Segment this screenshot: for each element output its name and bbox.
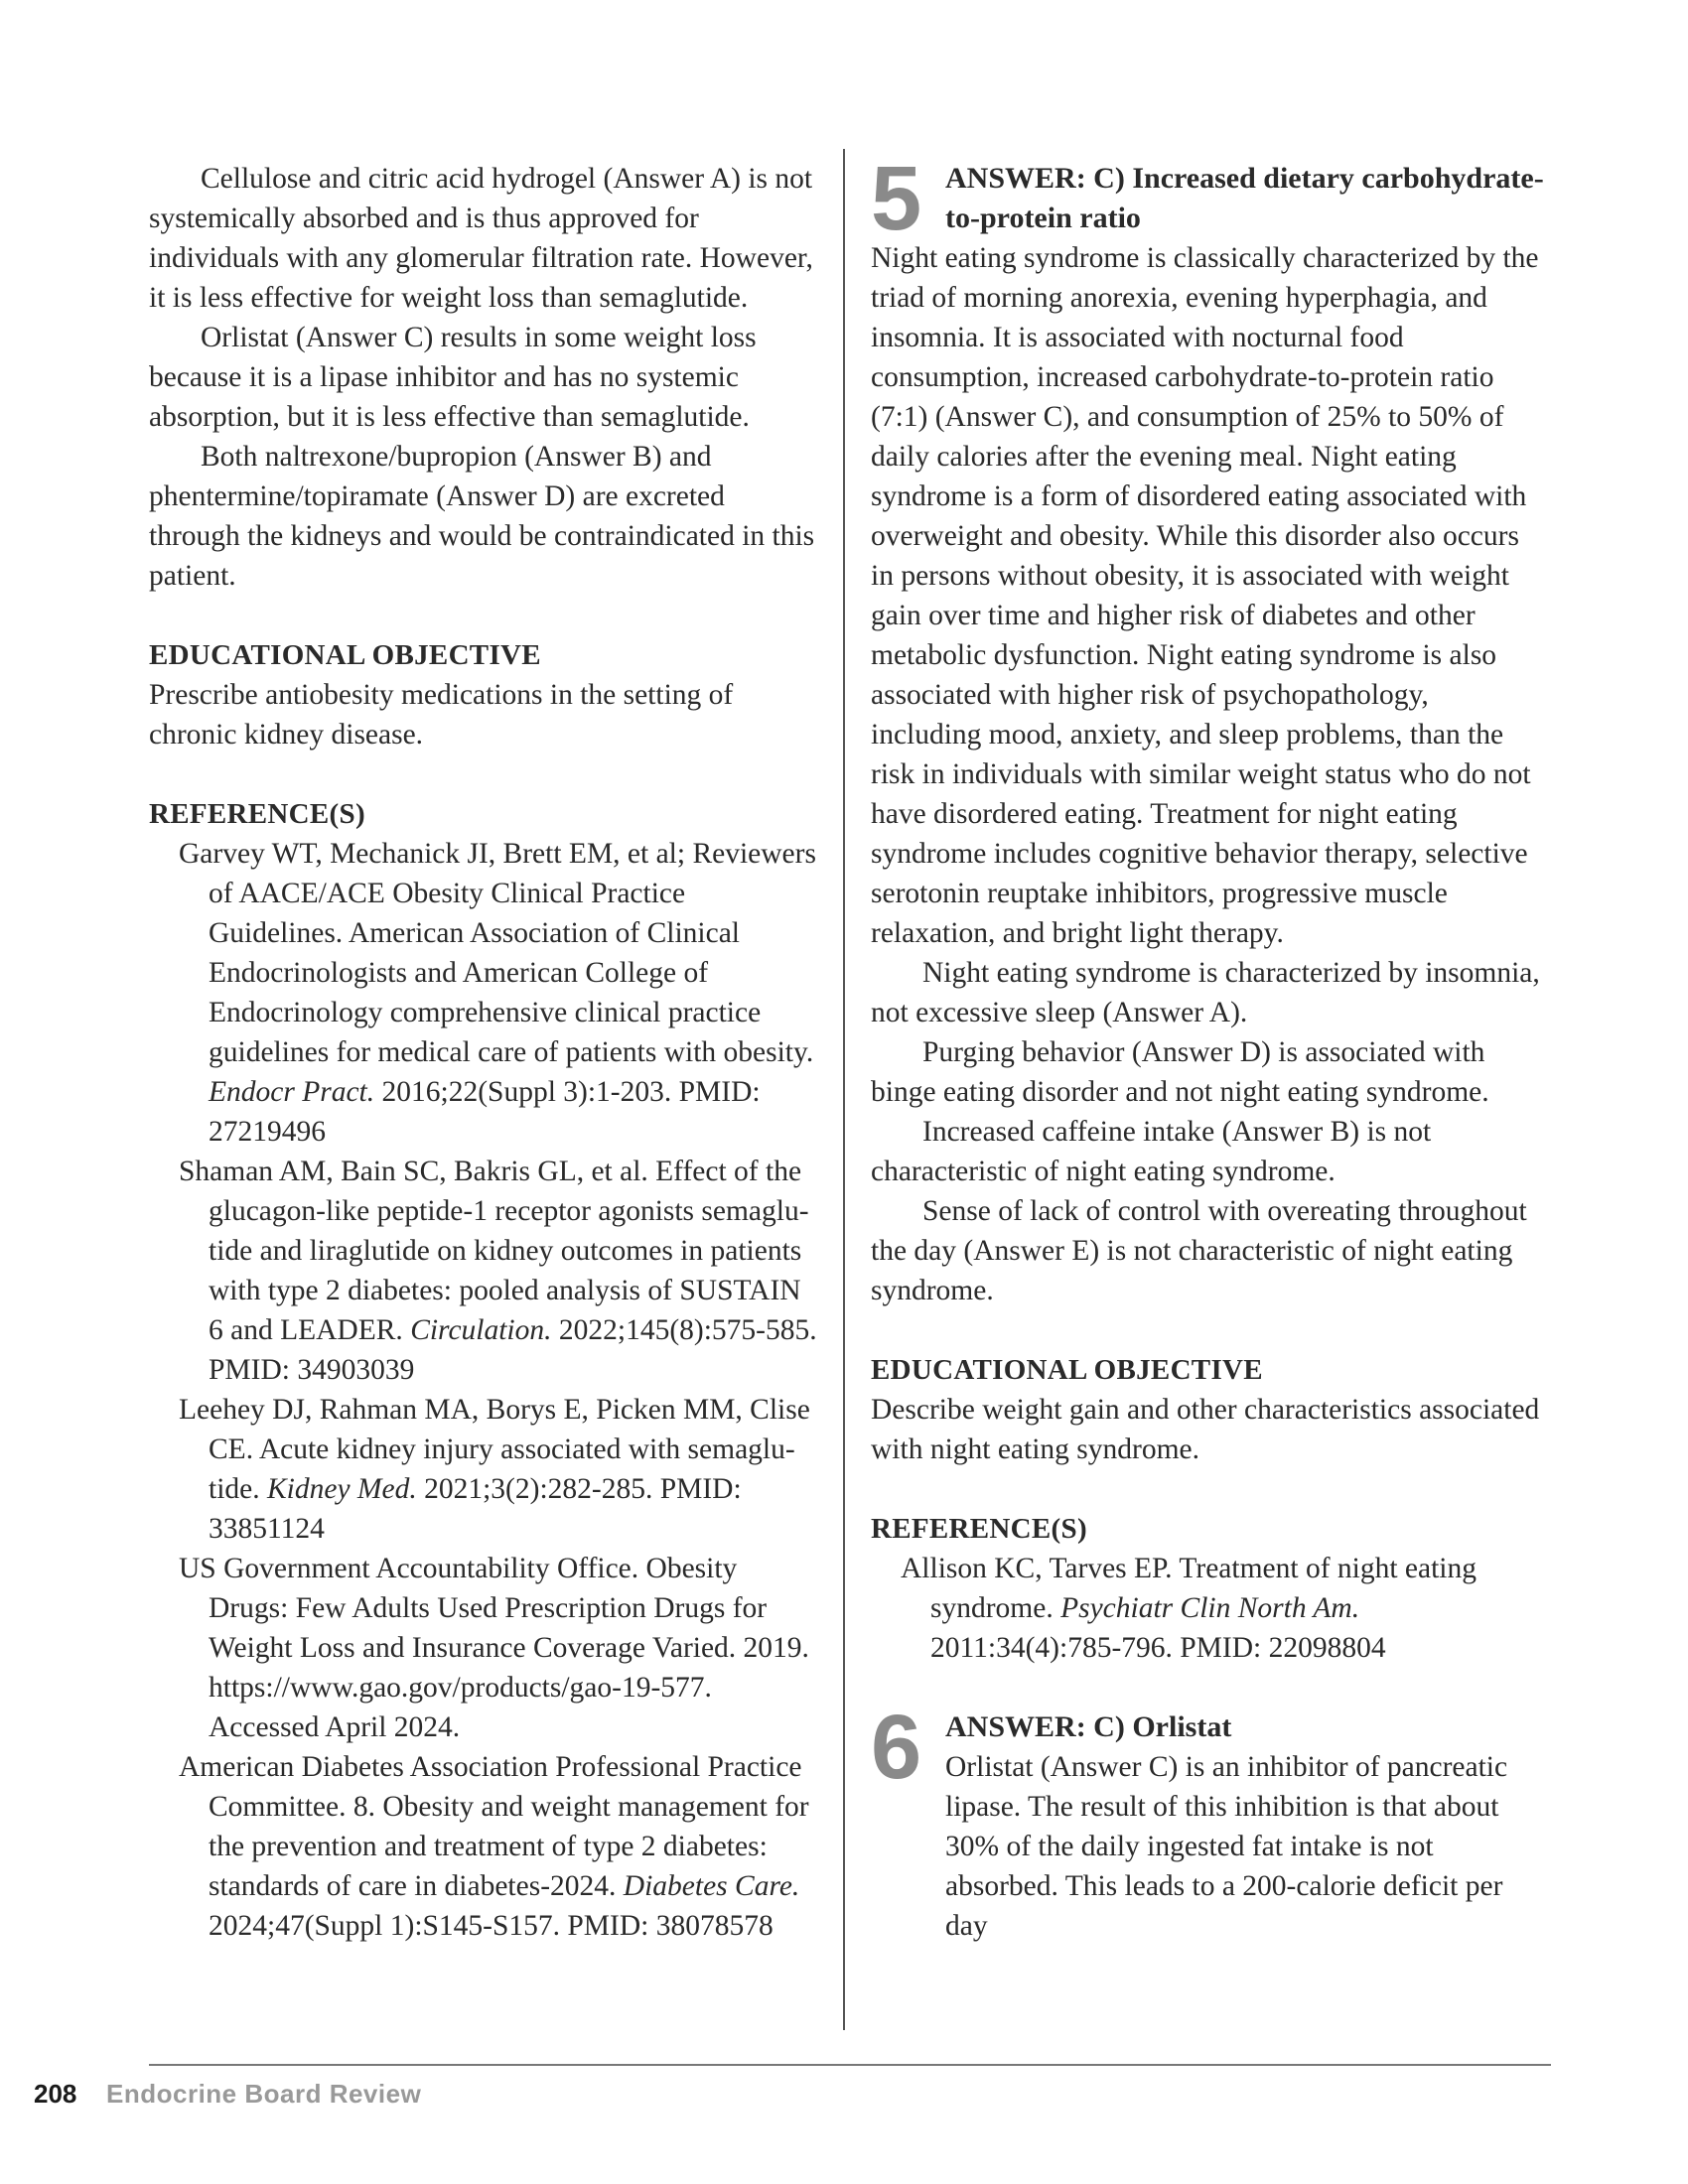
reference-item: Leehey DJ, Rahman MA, Borys E, Picken MM, Clise CE. Acute kidney injury associated with semaglutide. Kidney Med. 2021;3(2):282-285. PMID: 33851124 [179,1394,810,1545]
section-heading-references: REFERENCE(S) [149,798,365,830]
body-paragraph: Night eating syndrome is characterized by insomnia, not excessive sleep (Answer A). [871,957,1540,1028]
reference-item: Allison KC, Tarves EP. Treatment of night eating syndrome. Psychiatr Clin North Am. 2011:34(4):785-796. PMID: 22098804 [901,1553,1477,1664]
answer-5-title: ANSWER: C) Increased dietary carbohydrate-to-protein ratio [945,162,1544,234]
question-number-5: 5 [871,148,922,249]
page-number: 208 [34,2079,77,2109]
body-paragraph: Sense of lack of control with overeating throughout the day (Answer E) is not characteristic of night eating syndrome. [871,1195,1527,1306]
body-paragraph: Purging behavior (Answer D) is associated with binge eating disorder and not night eating syndrome. [871,1036,1489,1108]
section-heading-objective: EDUCATIONAL OBJECTIVE [871,1354,1263,1386]
running-footer-title: Endocrine Board Review [106,2079,422,2109]
body-paragraph: Cellulose and citric acid hydrogel (Answer A) is not systemically absorbed and is thus approved for individuals with any glomerular filtration rate. However, it is less effective for weight loss than semaglutide. [149,163,813,314]
question-number-6: 6 [871,1697,922,1798]
answer-6-heading [871,1697,1546,1798]
reference-item: US Government Accountability Office. Obesity Drugs: Few Adults Used Prescription Drugs for Weight Loss and Insurance Coverage Varied. 2019. https://www.gao.gov/products/gao-19-577. Accessed April 2024. [179,1553,809,1743]
column-divider [843,149,845,2030]
reference-list [871,1549,1546,1668]
body-paragraph: Orlistat (Answer C) results in some weight loss because it is a lipase inhibitor and has no systemic absorption, but it is less effective than semaglutide. [149,322,757,433]
objective-text: Prescribe antiobesity medications in the setting of chronic kidney disease. [149,679,734,751]
reference-item: Garvey WT, Mechanick JI, Brett EM, et al; Reviewers of AACE/ACE Obesity Clinical Practice Guidelines. American Association of Clinical Endocrinologists and American College of Endocrinology comprehensive clinical practice guidelines for medical care of patients with obesity. Endocr Pract. 2016;22(Suppl 3):1-203. PMID: 27219496 [179,838,816,1148]
body-paragraph: Orlistat (Answer C) is an inhibitor of pancreatic lipase. The result of this inhibition is that about 30% of the daily ingested fat intake is not absorbed. This leads to a 200-calorie deficit per day [945,1751,1508,1942]
body-paragraph: Both naltrexone/bupropion (Answer B) and phentermine/topiramate (Answer D) are excreted through the kidneys and would be contraindicated in this patient. [149,441,815,592]
reference-item: American Diabetes Association Professional Practice Committee. 8. Obesity and weight management for the prevention and treatment of type 2 diabetes: standards of care in diabetes-2024. Diabetes Care. 2024;47(Suppl 1):S145-S157. PMID: 38078578 [179,1751,809,1942]
section-heading-objective: EDUCATIONAL OBJECTIVE [149,639,541,671]
body-paragraph: Increased caffeine intake (Answer B) is not characteristic of night eating syndrome. [871,1116,1432,1187]
answer-5-heading [871,148,1546,249]
reference-list [149,834,819,1946]
section-heading-references: REFERENCE(S) [871,1513,1087,1545]
answer-6-title: ANSWER: C) Orlistat [945,1710,1232,1743]
left-column [149,159,819,1946]
body-paragraph: Night eating syndrome is classically characterized by the triad of morning anorexia, evening hyperphagia, and insomnia. It is associated with nocturnal food consumption, increased carbohydrate-to-protein ratio (7:1) (Answer C), and consumption of 25% to 50% of daily calories after the evening meal. Night eating syndrome is a form of disordered eating associated with overweight and obesity. While this disorder also occurs in persons without obesity, it is associated with weight gain over time and higher risk of diabetes and other metabolic dysfunction. Night eating syndrome is also associated with higher risk of psychopathology, including mood, anxiety, and sleep problems, than the risk in individuals with similar weight status who do not have disordered eating. Treatment for night eating syndrome includes cognitive behavior therapy, selective serotonin reuptake inhibitors, progressive muscle relaxation, and bright light therapy. [871,242,1539,949]
footer-rule [149,2064,1551,2066]
right-column [871,148,1546,1946]
reference-item: Shaman AM, Bain SC, Bakris GL, et al. Effect of the glucagon-like peptide-1 receptor agonists semaglutide and liraglutide on kidney outcomes in patients with type 2 diabetes: pooled analysis of SUSTAIN 6 and LEADER. Circulation. 2022;145(8):575-585. PMID: 34903039 [179,1156,817,1386]
objective-text: Describe weight gain and other characteristics associated with night eating syndrome. [871,1394,1540,1465]
